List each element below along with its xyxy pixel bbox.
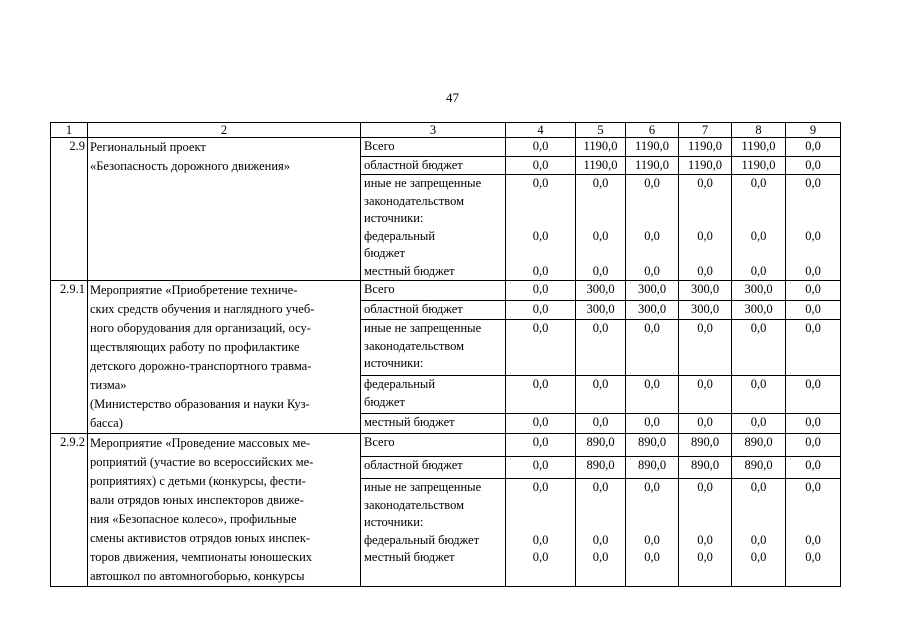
funding-source-line: Всего — [364, 435, 395, 449]
funding-source-line: областной бюджет — [364, 157, 463, 172]
amount-cell — [679, 414, 732, 434]
amount-value — [508, 497, 573, 515]
funding-source-line: Всего — [364, 282, 395, 296]
amount-value: 0,0 — [644, 377, 660, 392]
column-header: 1 — [51, 123, 88, 138]
table-row — [51, 434, 841, 457]
amount-value: 890,0 — [690, 457, 720, 472]
amount-cell — [679, 434, 732, 457]
amount-cell — [679, 138, 732, 157]
amount-cell — [786, 434, 841, 457]
amount-cell — [576, 281, 626, 301]
amount-value — [628, 210, 676, 228]
funding-source-line: источники: — [364, 211, 424, 225]
amount-value — [734, 514, 783, 532]
amount-value — [508, 210, 573, 228]
amount-value — [508, 245, 573, 263]
amount-value: 890,0 — [690, 435, 720, 449]
amount-cell — [626, 281, 679, 301]
amount-value: 1190,0 — [583, 157, 618, 172]
amount-value — [734, 210, 783, 228]
amount-value: 1190,0 — [635, 139, 669, 153]
description-line: ществляющих работу по профилактике — [90, 340, 300, 354]
funding-source — [361, 479, 506, 587]
amount-value: 890,0 — [744, 457, 773, 472]
description-line: (Министерство образования и науки Куз- — [90, 397, 310, 411]
item-code: 2.9.1 — [51, 281, 88, 434]
funding-source-line: иные не запрещенные — [364, 321, 482, 336]
description-line: Мероприятие «Проведение массовых ме- — [90, 436, 311, 450]
item-code: 2.9.2 — [51, 434, 88, 587]
description-line: Мероприятие «Приобретение техниче- — [90, 283, 298, 297]
amount-value: 0,0 — [805, 435, 821, 449]
funding-source-line: местный бюджет — [364, 550, 455, 565]
amount-value: 0,0 — [532, 228, 549, 243]
description-line: роприятий (участие во всероссийских ме- — [90, 455, 314, 469]
funding-source-line: федеральный бюджет — [364, 532, 480, 547]
amount-cell — [506, 175, 576, 281]
amount-value: 0,0 — [750, 377, 767, 392]
description-line: детского дорожно-транспортного травма- — [90, 359, 312, 373]
amount-cell — [732, 414, 786, 434]
amount-value — [578, 193, 623, 211]
column-header: 2 — [88, 123, 361, 138]
amount-value — [628, 514, 676, 532]
column-numbers-row — [51, 123, 841, 138]
amount-value: 0,0 — [697, 321, 713, 336]
amount-value: 0,0 — [750, 228, 767, 243]
amount-value: 0,0 — [644, 415, 660, 430]
amount-value: 1190,0 — [635, 157, 669, 172]
page-number: 47 — [446, 90, 459, 105]
amount-cell — [679, 479, 732, 587]
amount-value: 0,0 — [750, 263, 767, 278]
funding-source-line: законодательством — [364, 497, 465, 512]
funding-source-line: источники: — [364, 356, 424, 371]
amount-cell — [576, 175, 626, 281]
amount-value: 0,0 — [697, 415, 713, 430]
description-line: ного оборудования для организаций, осу- — [90, 321, 311, 335]
amount-value — [681, 514, 729, 532]
amount-value: 0,0 — [644, 532, 660, 547]
amount-value — [681, 497, 729, 515]
amount-cell — [506, 281, 576, 301]
amount-value: 0,0 — [592, 550, 609, 565]
budget-table — [50, 122, 841, 587]
amount-value: 0,0 — [750, 480, 767, 495]
amount-value — [508, 514, 573, 532]
amount-cell — [626, 175, 679, 281]
amount-value: 0,0 — [805, 321, 821, 336]
amount-cell — [506, 479, 576, 587]
amount-value: 0,0 — [805, 263, 821, 278]
amount-cell — [626, 434, 679, 457]
amount-cell — [679, 175, 732, 281]
amount-value: 0,0 — [697, 377, 713, 392]
amount-value: 0,0 — [592, 480, 609, 495]
amount-value: 0,0 — [592, 263, 609, 278]
amount-cell — [679, 376, 732, 414]
amount-value — [508, 193, 573, 211]
description-line: торов движения, чемпионаты юношеских — [90, 550, 313, 564]
funding-source-line: иные не запрещенные — [364, 176, 482, 190]
funding-source-line: иные не запрещенные — [364, 480, 482, 495]
amount-value: 0,0 — [697, 550, 713, 565]
description-line: тизма» — [90, 378, 127, 392]
amount-value — [788, 210, 838, 228]
amount-value — [578, 514, 623, 532]
amount-cell — [626, 138, 679, 157]
amount-cell — [506, 138, 576, 157]
amount-cell — [626, 300, 679, 320]
amount-value: 300,0 — [690, 301, 720, 316]
amount-value: 0,0 — [805, 228, 821, 243]
amount-value: 0,0 — [532, 480, 549, 495]
amount-cell — [786, 376, 841, 414]
table-row — [51, 138, 841, 157]
amount-cell — [626, 456, 679, 479]
amount-cell — [786, 300, 841, 320]
amount-value: 0,0 — [805, 457, 821, 472]
funding-source-line: бюджет — [364, 394, 405, 409]
amount-cell — [506, 456, 576, 479]
funding-source-line: источники: — [364, 515, 424, 530]
amount-value: 0,0 — [750, 176, 767, 190]
amount-cell — [679, 300, 732, 320]
item-description — [88, 138, 361, 281]
amount-value: 0,0 — [532, 435, 549, 449]
amount-value: 890,0 — [586, 457, 615, 472]
amount-value — [681, 245, 729, 263]
amount-cell — [732, 175, 786, 281]
amount-cell — [506, 434, 576, 457]
amount-value: 300,0 — [586, 282, 615, 296]
amount-cell — [679, 281, 732, 301]
amount-value: 0,0 — [697, 532, 713, 547]
amount-value: 0,0 — [644, 480, 660, 495]
amount-cell — [576, 320, 626, 376]
amount-value: 300,0 — [637, 282, 667, 296]
amount-value: 0,0 — [592, 377, 609, 392]
amount-value: 0,0 — [644, 550, 660, 565]
amount-value: 0,0 — [805, 480, 821, 495]
amount-cell — [732, 300, 786, 320]
amount-value: 1190,0 — [583, 139, 618, 153]
description-line: басса) — [90, 416, 123, 430]
amount-value — [788, 514, 838, 532]
amount-value — [788, 245, 838, 263]
amount-value: 0,0 — [750, 532, 767, 547]
amount-value: 0,0 — [644, 321, 660, 336]
funding-source-line: федеральный — [364, 377, 436, 392]
funding-source-line: законодательством — [364, 338, 465, 353]
amount-cell — [786, 281, 841, 301]
amount-value — [578, 210, 623, 228]
amount-cell — [576, 156, 626, 175]
funding-source-line: местный бюджет — [364, 415, 455, 430]
amount-cell — [786, 456, 841, 479]
amount-value: 0,0 — [532, 377, 549, 392]
column-header: 5 — [576, 123, 626, 138]
amount-cell — [679, 320, 732, 376]
funding-source — [361, 300, 506, 320]
amount-value: 890,0 — [586, 435, 615, 449]
amount-value — [628, 245, 676, 263]
amount-cell — [786, 479, 841, 587]
amount-value: 0,0 — [805, 415, 821, 430]
description-line: смены активистов отрядов юных инспек- — [90, 531, 311, 545]
funding-source-line: законодательством — [364, 193, 465, 208]
amount-value: 1190,0 — [688, 157, 722, 172]
amount-value — [734, 193, 783, 211]
amount-cell — [576, 414, 626, 434]
funding-source — [361, 376, 506, 414]
amount-value — [734, 497, 783, 515]
amount-value: 0,0 — [697, 228, 713, 243]
amount-cell — [732, 320, 786, 376]
funding-source — [361, 414, 506, 434]
amount-cell — [506, 300, 576, 320]
amount-cell — [626, 414, 679, 434]
amount-cell — [732, 156, 786, 175]
amount-value: 0,0 — [532, 457, 549, 472]
column-header: 9 — [786, 123, 841, 138]
amount-cell — [506, 156, 576, 175]
amount-value: 0,0 — [532, 321, 549, 336]
amount-cell — [786, 138, 841, 157]
amount-value: 0,0 — [532, 263, 549, 278]
amount-value: 0,0 — [750, 321, 767, 336]
amount-cell — [576, 479, 626, 587]
amount-value: 0,0 — [532, 282, 549, 296]
amount-cell — [732, 479, 786, 587]
funding-source-line: Всего — [364, 139, 395, 153]
column-header: 3 — [361, 123, 506, 138]
amount-cell — [732, 138, 786, 157]
amount-value: 0,0 — [697, 263, 713, 278]
amount-cell — [786, 320, 841, 376]
amount-value: 0,0 — [532, 301, 549, 316]
amount-cell — [576, 434, 626, 457]
amount-cell — [506, 376, 576, 414]
amount-cell — [786, 156, 841, 175]
amount-value: 0,0 — [697, 176, 713, 190]
column-header: 4 — [506, 123, 576, 138]
amount-value: 0,0 — [644, 228, 660, 243]
amount-cell — [576, 456, 626, 479]
amount-value: 0,0 — [805, 550, 821, 565]
amount-value: 890,0 — [744, 435, 773, 449]
amount-value: 0,0 — [805, 139, 821, 153]
amount-value: 0,0 — [750, 415, 767, 430]
amount-value — [681, 193, 729, 211]
amount-cell — [576, 300, 626, 320]
amount-cell — [679, 156, 732, 175]
amount-value: 0,0 — [750, 550, 767, 565]
funding-source-line: областной бюджет — [364, 457, 463, 472]
amount-value: 300,0 — [744, 301, 773, 316]
amount-value — [578, 497, 623, 515]
item-description — [88, 281, 361, 434]
amount-value: 0,0 — [532, 157, 549, 172]
amount-value: 1190,0 — [741, 157, 776, 172]
amount-value: 0,0 — [592, 532, 609, 547]
description-line: ния «Безопасное колесо», профильные — [90, 512, 297, 526]
item-code: 2.9 — [51, 138, 88, 281]
amount-cell — [626, 320, 679, 376]
amount-value: 1190,0 — [688, 139, 722, 153]
amount-value: 0,0 — [644, 176, 660, 190]
budget-table-body — [51, 123, 841, 587]
funding-source — [361, 456, 506, 479]
amount-value — [628, 193, 676, 211]
amount-cell — [732, 456, 786, 479]
description-line: «Безопасность дорожного движения» — [90, 159, 291, 173]
amount-value: 0,0 — [532, 550, 549, 565]
amount-value — [788, 497, 838, 515]
amount-value — [788, 193, 838, 211]
amount-cell — [626, 156, 679, 175]
column-header: 8 — [732, 123, 786, 138]
amount-value: 0,0 — [532, 415, 549, 430]
description-line: роприятиях) с детьми (конкурсы, фести- — [90, 474, 306, 488]
amount-cell — [626, 376, 679, 414]
amount-value: 0,0 — [805, 176, 821, 190]
amount-value — [628, 497, 676, 515]
amount-cell — [732, 434, 786, 457]
amount-cell — [786, 414, 841, 434]
amount-value: 0,0 — [805, 157, 821, 172]
amount-cell — [576, 376, 626, 414]
item-description — [88, 434, 361, 587]
amount-value: 0,0 — [532, 139, 549, 153]
amount-cell — [732, 281, 786, 301]
column-header: 6 — [626, 123, 679, 138]
amount-value: 0,0 — [805, 377, 821, 392]
amount-value: 890,0 — [637, 457, 667, 472]
amount-value: 300,0 — [586, 301, 615, 316]
amount-value — [681, 210, 729, 228]
funding-source-line: бюджет — [364, 246, 405, 260]
amount-value: 890,0 — [637, 435, 667, 449]
description-line: Региональный проект — [90, 140, 206, 154]
amount-cell — [786, 175, 841, 281]
amount-value: 0,0 — [644, 263, 660, 278]
funding-source-line: областной бюджет — [364, 301, 463, 316]
amount-cell — [732, 376, 786, 414]
amount-value — [578, 245, 623, 263]
description-line: вали отрядов юных инспекторов движе- — [90, 493, 304, 507]
table-row — [51, 281, 841, 301]
description-line: ских средств обучения и наглядного учеб- — [90, 302, 315, 316]
amount-value: 0,0 — [805, 301, 821, 316]
column-header: 7 — [679, 123, 732, 138]
amount-cell — [576, 138, 626, 157]
funding-source-line: федеральный — [364, 228, 436, 243]
funding-source — [361, 156, 506, 175]
amount-value: 0,0 — [592, 176, 609, 190]
funding-source — [361, 434, 506, 457]
amount-value: 300,0 — [690, 282, 720, 296]
amount-cell — [506, 320, 576, 376]
funding-source-line: местный бюджет — [364, 263, 455, 278]
amount-value: 300,0 — [744, 282, 773, 296]
amount-value: 0,0 — [805, 532, 821, 547]
funding-source — [361, 281, 506, 301]
funding-source — [361, 175, 506, 281]
amount-value: 0,0 — [592, 321, 609, 336]
amount-value: 0,0 — [592, 228, 609, 243]
amount-value — [734, 245, 783, 263]
amount-value: 0,0 — [592, 415, 609, 430]
amount-value: 0,0 — [697, 480, 713, 495]
amount-value: 300,0 — [637, 301, 667, 316]
amount-cell — [679, 456, 732, 479]
funding-source — [361, 320, 506, 376]
amount-value: 0,0 — [805, 282, 821, 296]
amount-cell — [506, 414, 576, 434]
amount-value: 1190,0 — [741, 139, 776, 153]
amount-value: 0,0 — [532, 532, 549, 547]
amount-cell — [626, 479, 679, 587]
description-line: автошкол по автомногоборью, конкурсы — [90, 569, 305, 583]
amount-value: 0,0 — [532, 176, 549, 190]
funding-source — [361, 138, 506, 157]
